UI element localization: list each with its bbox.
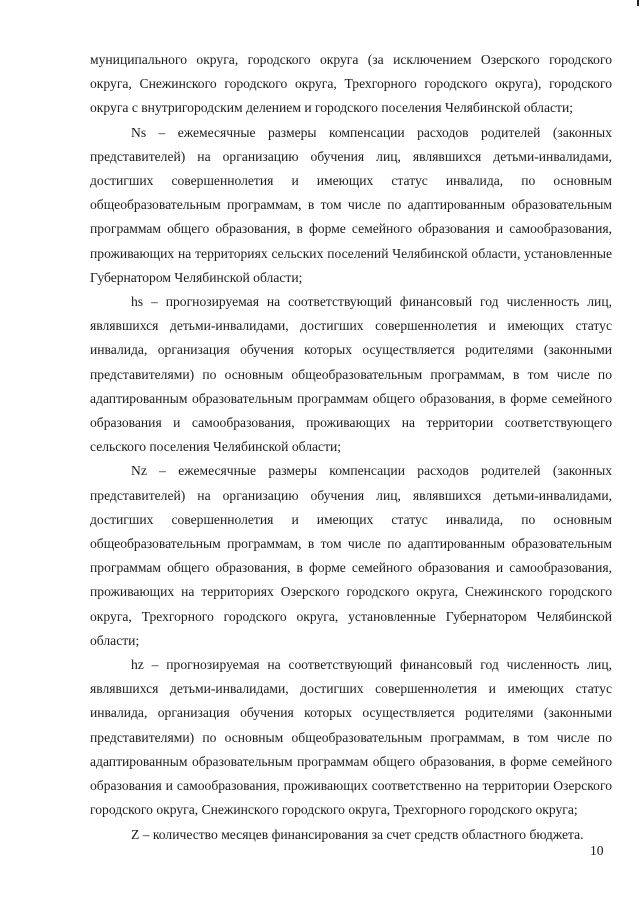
page-number: 10 [590, 843, 604, 858]
paragraph-nz-definition: Nz – ежемесячные размеры компенсации расходов родителей (законных представителей) на организацию обучения лиц, являвшихся детьми-инвалидами, достигших совершеннолетия и имеющих статус инвалида, по основным общеобразовательным программам, в том числе по адаптированным образовательным программам общего образования, в форме семейного образования и самообразования, проживающих на территориях Озерского городского округа, Снежинского городского округа, Трехгорного городского округа, установленные Губернатором Челябинской области; [90, 463, 612, 648]
paragraph-z-definition: Z – количество месяцев финансирования за счет средств областного бюджета. [131, 826, 584, 842]
paragraph-continuation: муниципального округа, городского округа (за исключением Озерского городского округа, Снежинского городского округа, Трехгорного городского округа), городского округа с внутригородским делением и городского поселения Челябинской области; [90, 52, 612, 116]
paragraph-ns-definition: Ns – ежемесячные размеры компенсации расходов родителей (законных представителей) на организацию обучения лиц, являвшихся детьми-инвалидами, достигших совершеннолетия и имеющих статус инвалида, по основным общеобразовательным программам, в том числе по адаптированным образовательным программам общего образования, в форме семейного образования и самообразования, проживающих на территориях сельских поселений Челябинской области, установленные Губернатором Челябинской области; [90, 124, 612, 285]
paragraph-hz-definition: hz – прогнозируемая на соответствующий финансовый год численность лиц, являвшихся детьми-инвалидами, достигших совершеннолетия и имеющих статус инвалида, организация обучения которых осуществляется родителями (законными представителями) по основным общеобразовательным программам, в том числе по адаптированным образовательным программам общего образования, в форме семейного образования и самообразования, проживающих соответственно на территории Озерского городского округа, Снежинского городского округа, Трехгорного городского округа; [90, 657, 612, 818]
paragraph-hs-definition: hs – прогнозируемая на соответствующий финансовый год численность лиц, являвшихся детьми-инвалидами, достигших совершеннолетия и имеющих статус инвалида, организация обучения которых осуществляется родителями (законными представителями) по основным общеобразовательным программам, в том числе по адаптированным образовательным программам общего образования, в форме семейного образования и самообразования, проживающих на территории соответствующего сельского поселения Челябинской области; [90, 294, 612, 455]
body-text [90, 48, 612, 847]
scan-edge-mark [637, 0, 639, 6]
